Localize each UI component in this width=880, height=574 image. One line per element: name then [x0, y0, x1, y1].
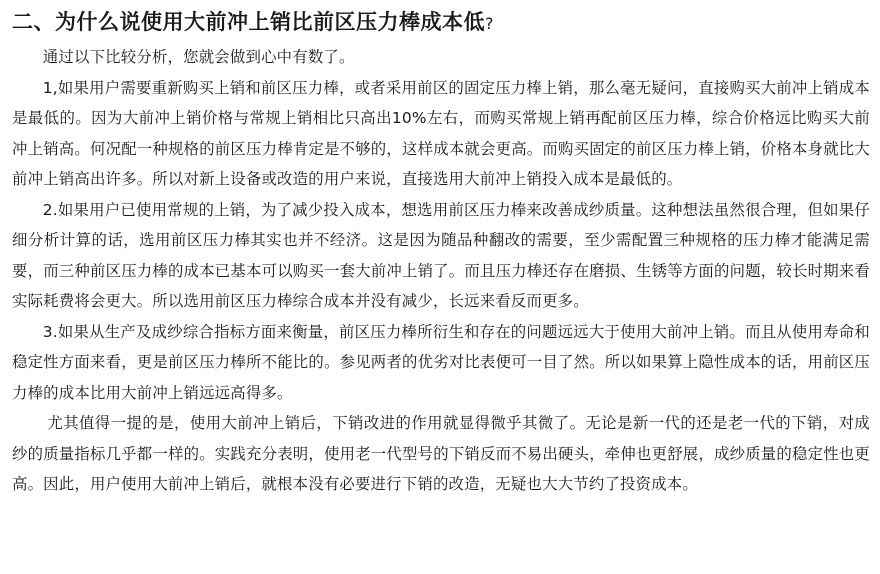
- paragraph-point-2: 2.如果用户已使用常规的上销，为了减少投入成本，想选用前区压力棒来改善成纱质量。这种想法虽然很合理，但如果仔细分析计算的话，选用前区压力棒其实也并不经济。这是因为随品种翻改的需要，至少需配置三种规格的压力棒才能满足需要，而三种前区压力棒的成本已基本可以购买一套大前冲上销了。而且压力棒还存在磨损、生锈等方面的问题，较长时期来看实际耗费将会更大。所以选用前区压力棒综合成本并没有减少，长远来看反而更多。: [12, 200, 870, 310]
- intro-paragraph: 通过以下比较分析，您就会做到心中有数了。: [42, 48, 355, 66]
- paragraph-point-3: 3.如果从生产及成纱综合指标方面来衡量，前区压力棒所衍生和存在的问题远远大于使用大前冲上销。而且从使用寿命和稳定性方面来看，更是前区压力棒所不能比的。参见两者的优劣对比表便可一目了然。所以如果算上隐性成本的话，用前区压力棒的成本比用大前冲上销远远高得多。: [12, 322, 870, 402]
- section-heading-text: 二、为什么说使用大前冲上销比前区压力棒成本低: [12, 10, 485, 34]
- paragraph-conclusion: 尤其值得一提的是，使用大前冲上销后，下销改进的作用就显得微乎其微了。无论是新一代的还是老一代的下销，对成纱的质量指标几乎都一样的。实践充分表明，使用老一代型号的下销反而不易出硬头，牵伸也更舒展，成纱质量的稳定性也更高。因此，用户使用大前冲上销后，就根本没有必要进行下销的改造，无疑也大大节约了投资成本。: [12, 414, 870, 493]
- section-heading: [12, 6, 870, 40]
- heading-question-mark: ?: [485, 14, 494, 33]
- paragraph-point-1: 1,如果用户需要重新购买上销和前区压力棒，或者采用前区的固定压力棒上销，那么毫无疑问，直接购买大前冲上销成本是最低的。因为大前冲上销价格与常规上销相比只高出10%左右，而购买常规上销再配前区压力棒，综合价格远比购买大前冲上销高。何况配一种规格的前区压力棒肯定是不够的，这样成本就会更高。而购买固定的前区压力棒上销，价格本身就比大前冲上销高出许多。所以对新上设备或改造的用户来说，直接选用大前冲上销投入成本是最低的。: [12, 78, 870, 188]
